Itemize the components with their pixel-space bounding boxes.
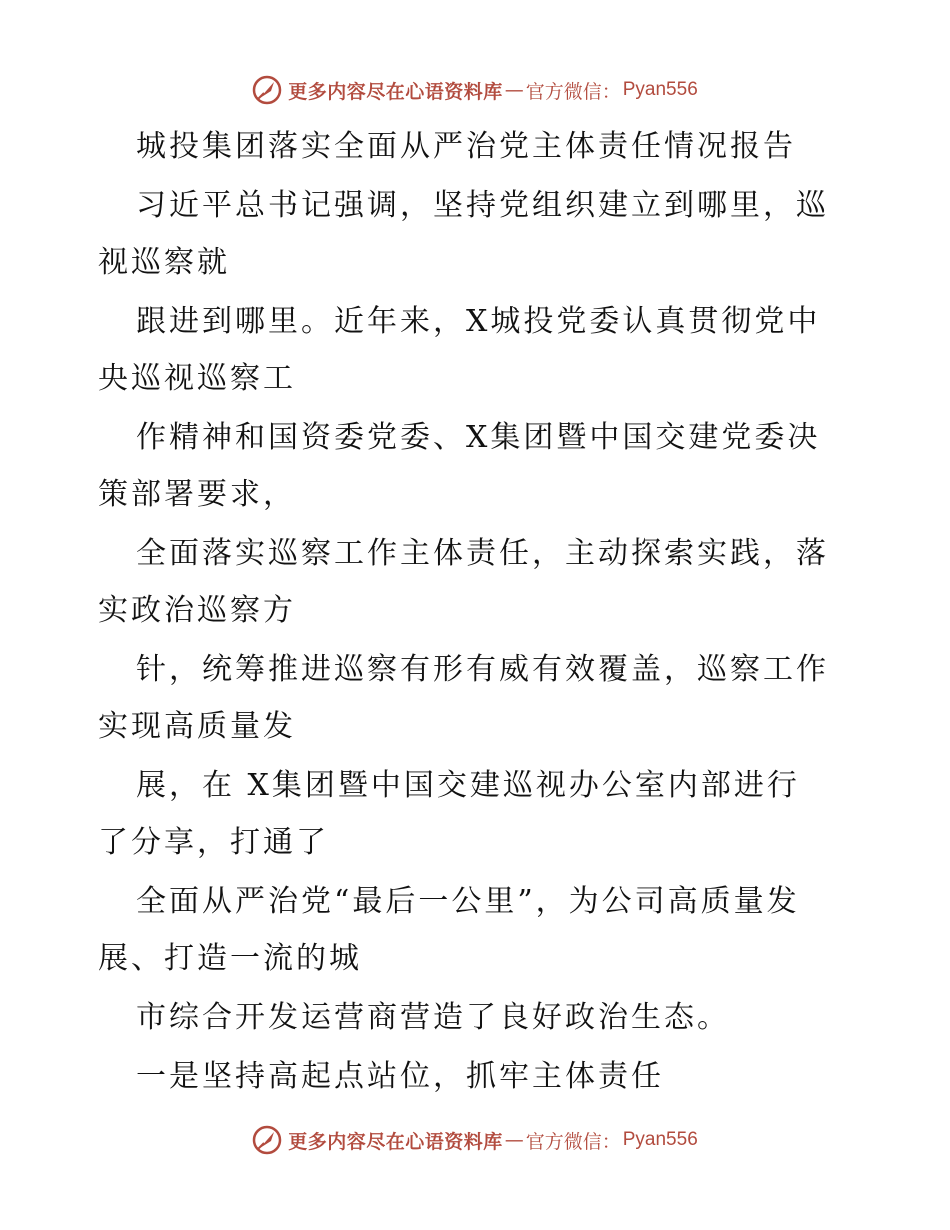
watermark-account-id: Pyan556 bbox=[622, 79, 698, 100]
quill-logo-icon bbox=[252, 75, 282, 105]
watermark-official-label: 官方微信： bbox=[525, 80, 621, 103]
watermark-dash: — bbox=[504, 1129, 524, 1151]
watermark-official-label: 官方微信： bbox=[525, 1130, 621, 1153]
watermark-dash: — bbox=[504, 79, 524, 101]
text-line: 视巡察就 bbox=[98, 245, 230, 280]
watermark-main-text: 更多内容尽在心语资料库 bbox=[288, 80, 503, 103]
text-line: 跟进到哪里。近年来，X城投党委认真贯彻党中 bbox=[136, 304, 821, 339]
text-line: 策部署要求， bbox=[98, 477, 296, 512]
text-line: 习近平总书记强调，坚持党组织建立到哪里，巡 bbox=[136, 188, 829, 223]
text-line: 市综合开发运营商营造了良好政治生态。 bbox=[136, 1000, 730, 1035]
text-line: 展、打造一流的城 bbox=[98, 941, 362, 976]
document-title: 城投集团落实全面从严治党主体责任情况报告 bbox=[136, 129, 796, 164]
watermark-main-text: 更多内容尽在心语资料库 bbox=[288, 1130, 503, 1153]
watermark-account-id: Pyan556 bbox=[622, 1129, 698, 1150]
text-line: 针，统筹推进巡察有形有威有效覆盖，巡察工作 bbox=[136, 652, 829, 687]
section-heading: 一是坚持高起点站位，抓牢主体责任 bbox=[136, 1059, 664, 1094]
quill-logo-icon bbox=[252, 1125, 282, 1155]
text-line: 作精神和国资委党委、X集团暨中国交建党委决 bbox=[136, 420, 821, 455]
text-line: 全面落实巡察工作主体责任，主动探索实践，落 bbox=[136, 536, 829, 571]
text-line: 了分享，打通了 bbox=[98, 825, 329, 860]
header-watermark bbox=[0, 70, 950, 110]
text-line: 展，在 X集团暨中国交建巡视办公室内部进行 bbox=[136, 768, 800, 803]
text-line: 实现高质量发 bbox=[98, 709, 296, 744]
text-line: 全面从严治党“最后一公里”，为公司高质量发 bbox=[136, 884, 800, 919]
footer-watermark bbox=[0, 1120, 950, 1160]
text-line: 央巡视巡察工 bbox=[98, 361, 296, 396]
text-line: 实政治巡察方 bbox=[98, 593, 296, 628]
